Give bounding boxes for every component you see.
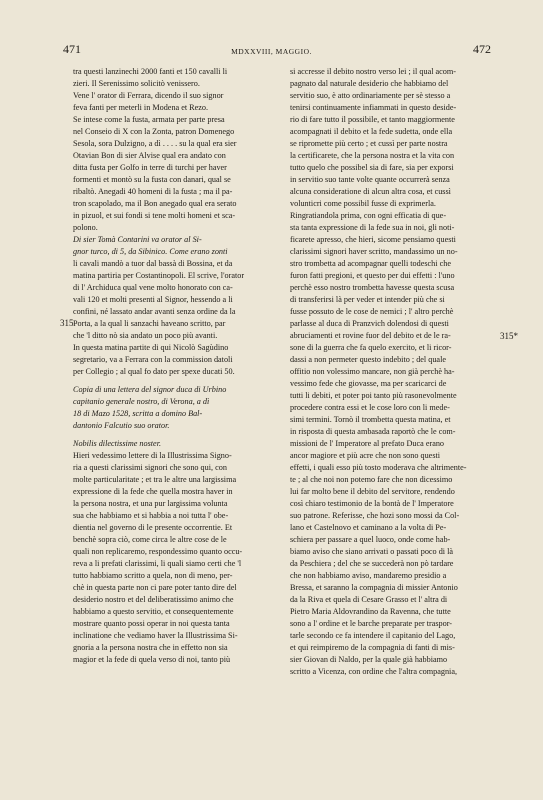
text-line: di transferirsi là per veder et intender più che si <box>290 295 445 304</box>
text-line: clarissimi signori haver scritto, mandassimo un no- <box>290 247 458 256</box>
text-line: la persona nostra, et una pur largissima volunta <box>73 499 228 508</box>
text-line: scritto a Vicenza, con ordine che l'altra compagnia, <box>290 667 458 676</box>
text-line: polono. <box>73 223 98 232</box>
text-line: suo patrone. Referisse, che hozi sono mossi da Col- <box>290 511 460 520</box>
text-line: furon fatti pregioni, et questo per dui effetti : l'uno <box>290 271 455 280</box>
text-line: effetti, i quali esso più tosto moderava che altrimente- <box>290 463 467 472</box>
text-line: abruciamenti et rovine fuor del debito et de le ra- <box>290 331 451 340</box>
right-text-column <box>290 66 496 678</box>
running-title: MDXXVIII, MAGGIO. <box>231 47 312 56</box>
text-line: sier Giovan di Naldo, per la quale già habbiamo <box>290 655 448 664</box>
text-line: ribaltò. Anegadi 40 homeni di la fusta ; ma il pa- <box>73 187 233 196</box>
text-line: magior et la fede di quela verso di noi, tanto più <box>73 655 231 664</box>
text-line: Hieri vedessimo lettere di la Illustrissima Signo- <box>73 451 232 460</box>
text-line: fusse possuto de le cose de nemici ; l' altro perchè <box>290 307 454 316</box>
text-line: ficarete apresso, che hieri, sicome pensiamo questi <box>290 235 456 244</box>
text-line: habbiamo a questo servitio, et consequentemente <box>73 607 234 616</box>
text-line: Ringratiandola prima, con ogni efficatia di que- <box>290 211 447 220</box>
text-line: gnoria a la persona nostra che in effetto non sia <box>73 643 228 652</box>
text-line: chè in questa parte non ci pare poter tanto dire del <box>73 583 237 592</box>
text-line: gnor turco, di 5, da Sibinico. Come erano zonti <box>73 247 228 256</box>
text-line: Copia di una lettera del signor duca di Urbino <box>73 385 227 394</box>
text-line: Otavian Bon di sier Alvise qual era andato con <box>73 151 226 160</box>
text-line: pagnato dal naturale desiderio che habbiamo del <box>290 79 449 88</box>
text-line: quali non replicaremo, respondessimo quanto occu- <box>73 547 243 556</box>
text-line: Sesola, sora Dulzigno, a dì . . . . su la qual era sier <box>73 139 237 148</box>
text-line: si accresse il debito nostro verso lei ; il qual acom- <box>290 67 456 76</box>
text-line: Bressa, et saranno la compagnia di missier Antonio <box>290 583 458 592</box>
text-line: perchè esso nostro trombetta havesse questa scusa <box>290 283 455 292</box>
text-line: tron scapolado, ma il Bon anegado qual era serato <box>73 199 237 208</box>
text-line: benchè sopra ciò, come circa le altre cose de le <box>73 535 227 544</box>
text-line: mostrare quanto possi operar in noi questa tanta <box>73 619 230 628</box>
text-line: li cavali mandò a tuor dal bassà di Bossina, et da <box>73 259 233 268</box>
text-line: te ; al che noi non potemo fare che non dicessimo <box>290 475 453 484</box>
text-line: confini, né lassato andar avanti senza ordine da la <box>73 307 236 316</box>
text-line: desiderio nostro et del deliberatissimo animo che <box>73 595 234 604</box>
text-line: missioni de l' Imperatore al prefato Duca erano <box>290 439 445 448</box>
text-line: tenirsi continuamente infiammati in questo deside- <box>290 103 457 112</box>
text-line: servitio suo, è atto ordinariamente per sè stesso a <box>290 91 451 100</box>
text-line: così chiaro testimonio de la bontà de l' Imperatore <box>290 499 454 508</box>
text-line: expressione di la fede che quella mostra haver in <box>73 487 233 496</box>
text-line: schiera per passare a quel luoco, onde come hab- <box>290 535 451 544</box>
text-line: stro trombetta ad acompagnar quelli todeschi che <box>290 259 451 268</box>
text-line: reva a li prefati clarissimi, li quali siamo certi che 'l <box>73 559 242 568</box>
text-line: in servitio suo tante volte quante occurrerà senza <box>290 175 450 184</box>
left-text-column <box>73 66 283 666</box>
text-line: In questa matina partite di qui Nicolò Sagùdino <box>73 343 229 352</box>
text-line: dantonio Falcutio suo orator. <box>73 421 170 430</box>
text-line: tarle secondo ce fa intendere il capitanio del Lago, <box>290 631 456 640</box>
text-line: capitanio generale nostro, di Verona, a dì <box>73 397 210 406</box>
left-page-number: 471 <box>63 42 81 56</box>
text-line: sone di la guerra che fa quelo exercito, et li ricor- <box>290 343 452 352</box>
text-line: dassi a non permeter questo indebito ; del quale <box>290 355 446 364</box>
text-line: in risposta di questa ambasada raportò che le com- <box>290 427 456 436</box>
text-line: sono a l' ordine et le barche preparate per traspor- <box>290 619 453 628</box>
text-line: che non habbiamo aviso, mandaremo presidio a <box>290 571 447 580</box>
text-line: molte particularitate ; et tra le altre una largissima <box>73 475 237 484</box>
text-line: ditta fusta per Golfo in terre di turchi per haver <box>73 163 227 172</box>
text-line: la certificarete, che la persona nostra et la vita con <box>290 151 455 160</box>
text-line: Se intese come la fusta, armata per parte presa <box>73 115 225 124</box>
margin-note-left: 315 <box>60 318 74 328</box>
text-line: vali 120 et molti presenti al Signor, hessendo a li <box>73 295 233 304</box>
text-line: ancor magiore et più acre che non sono questi <box>290 451 441 460</box>
text-line: sua che habbiamo et si habbia a noi tutta l' obe- <box>73 511 229 520</box>
margin-note-right: 315* <box>500 331 518 341</box>
text-line: lui far molto bene il debito del servitore, rendendo <box>290 487 455 496</box>
text-line: tra questi lanzinechi 2000 fanti et 150 cavalli li <box>73 67 228 76</box>
text-line: dientia nel governo di le presente occorrentie. Et <box>73 523 233 532</box>
text-line: da Peschiera ; del che se succederà non pò tardare <box>290 559 454 568</box>
text-line: segretario, va a Ferrara con la commission datoli <box>73 355 233 364</box>
text-line: procedere contra essi et le cose loro con li mede- <box>290 403 450 412</box>
text-line: di l' Archiduca qual vene molto honorato con ca- <box>73 283 233 292</box>
text-line: ria a questi clarissimi signori che sono qui, con <box>73 463 227 472</box>
text-line: nel Conseio di X con la Zonta, patron Domenego <box>73 127 235 136</box>
text-line: parlasse al duca di Pranzvich dolendosi di questi <box>290 319 449 328</box>
text-line: tutti li debiti, et poter poi tanto più rasonevolmente <box>290 391 457 400</box>
text-line: matina partiria per Costantinopoli. El scrive, l'orator <box>73 271 245 280</box>
text-line: offitio non volessimo mancare, non già perchè ha- <box>290 367 455 376</box>
text-line: rio di fare tutto il possibile, et tanto maggiormente <box>290 115 455 124</box>
text-line: tutto habbiamo scritto a quela, non di meno, per- <box>73 571 233 580</box>
text-line: tutto quelo che possibel sia di fare, sia per exporsi <box>290 163 454 172</box>
text-line: acompagnati il debito et la fede sudetta, onde ella <box>290 127 453 136</box>
text-line: feva fanti per meterli in Modena et Rezo. <box>73 103 209 112</box>
text-line: zieri. Il Serenissimo solicitò venissero. <box>73 79 200 88</box>
text-line: Nobilis dilectissime noster. <box>73 439 162 448</box>
text-line: inclinatione che vediamo haver la Illustrissima Si- <box>73 631 238 640</box>
text-line: in pizuol, et sui fondi si tene molti homeni et sca- <box>73 211 236 220</box>
text-line: per Collegio ; al qual fo dato per spexe ducati 50. <box>73 367 235 376</box>
text-line: Pietro Maria Aldovrandino da Ravenna, che tutte <box>290 607 451 616</box>
text-line: vessimo fede che giovasse, ma per scaricarci de <box>290 379 447 388</box>
text-line: Porta, a la qual li sanzachi haveano scritto, par <box>73 319 226 328</box>
text-line: Vene l' orator di Ferrara, dicendo il suo signor <box>73 91 224 100</box>
text-line: se ripromette più certo ; et cussì per parte nostra <box>290 139 448 148</box>
text-line: et qui reimpiremo de la compagnia di fanti di mis- <box>290 643 455 652</box>
text-line: che 'l ditto nò sia andato un poco più avanti. <box>73 331 218 340</box>
right-page-number: 472 <box>473 42 491 56</box>
text-line: sta tanta expressione di la fede sua in noi, gli noti- <box>290 223 455 232</box>
text-line: formenti et montò su la fusta con danari, qual se <box>73 175 231 184</box>
text-line: volunticri come possibil fusse di exprimerla. <box>290 199 436 208</box>
text-line: Di sier Tomà Contarini va orator al Si- <box>73 235 202 244</box>
text-line: alcuna consideratione di alcun altra cosa, et cussì <box>290 187 451 196</box>
text-line: da la Riva et quela di Cesare Grasso et l' altra di <box>290 595 448 604</box>
text-line: 18 di Mazo 1528, scritta a domino Bal- <box>73 409 203 418</box>
text-line: lano et Castelnovo et caminano a la volta di Pe- <box>290 523 447 532</box>
text-line: simi termini. Tornò il trombetta questa matina, et <box>290 415 451 424</box>
text-line: biamo aviso che siano arrivati o passati poco di là <box>290 547 454 556</box>
